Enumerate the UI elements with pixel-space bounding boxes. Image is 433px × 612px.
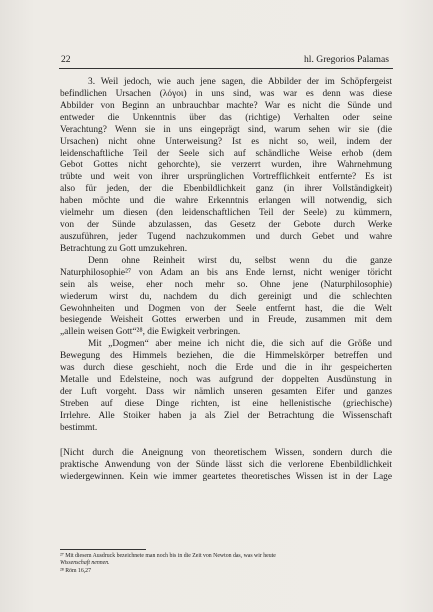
main-text [60, 77, 392, 483]
text-line: vielmehr um diesen (den leidenschaftlichen Teil der Seele) zu kümmern, [60, 208, 392, 219]
paragraph-reinheit [60, 256, 392, 339]
text-line: Bewegung des Himmels beziehen, die die Himmelskörper betreffen und [60, 351, 392, 362]
text-line: wiederum wirst du, nachdem du dich gereinigt und die schlechten [60, 291, 392, 302]
text-line: Metalle und Edelsteine, noch was aufgrund der doppelten Ausdünstung in [60, 375, 392, 386]
text-line: „allein weisen Gott“²⁸, die Ewigkeit verbringen. [60, 327, 241, 338]
text-line: Gewohnheiten und Dogmen von der Seele entfernt hast, die die Welt [60, 303, 392, 314]
text-line: 3. Weil jedoch, wie auch jene sagen, die Abbilder der im Schöpfergeist [88, 77, 392, 87]
text-line: wiedergewinnen. Kein wie immer geartetes theoretisches Wissen ist in der Lage [60, 471, 392, 482]
text-line: was durch diese geschieht, noch die Erde und die in ihr gespeicherten [60, 363, 392, 374]
text-line: bestimmt. [60, 422, 98, 433]
text-line: Gebot Gottes nicht gehorchte), sie verzerrt wurden, ihre Wahrnehmung [60, 160, 392, 171]
text-line: Betrachtung zu Gott umzukehren. [60, 243, 188, 254]
text-line: befindlichen Ursachen (λόγοι) in uns sind, was war es denn was diese [60, 88, 392, 99]
text-line: besiegende Weisheit Gottes erwerben und in Freude, zusammen mit dem [60, 315, 392, 326]
text-line: [Nicht durch die Aneignung von theoretischem Wissen, sondern durch die [60, 447, 392, 458]
footnote-28 [60, 568, 390, 575]
text-line: von der Sünde abzulassen, das Gesetz der Gebote durch Werke [60, 220, 392, 231]
footnote-27 [60, 553, 390, 568]
running-title: hl. Gregorios Palamas [304, 54, 389, 65]
paragraph-3 [60, 77, 392, 256]
text-line: also für jeden, der die Ebenbildlichkeit ganz (in ihrer Vollständigkeit) [60, 184, 392, 195]
text-line: Abbilder von Beginn an unbrauchbar machte? War es nicht die Sünde und [60, 100, 392, 111]
text-line: auszuführen, jeder Tugend nachzukommen und durch Gebet und wahre [60, 231, 392, 242]
text-line: sein als weise, eher noch mehr so. Ohne jene (Naturphilosophie) [60, 279, 392, 290]
text-line: entweder die Unkenntnis über das (richtige) Verhalten oder seine [60, 112, 392, 123]
paragraph-dogmen [60, 339, 392, 434]
footnote-line: ²⁸ Röm 16,27 [60, 567, 91, 574]
running-header [59, 54, 393, 69]
text-line: Streben auf diese Dinge richten, ist eine hellenistische (griechische) [60, 398, 392, 409]
paragraph-summary [60, 448, 392, 484]
footnotes [60, 553, 390, 575]
text-line: Ursachen) nicht ohne Unterweisung? Ist es nicht so, weil, indem der [60, 136, 392, 147]
text-line: leidenschaftliche Teil der Seele sich auf schändliche Weise erhob (dem [60, 148, 392, 159]
text-line: trübte und weit von ihrer ursprünglichen Vortrefflichkeit entfernte? Es ist [60, 172, 392, 183]
text-line: haben möchte und die wahre Erkenntnis erlangen will notwendig, sich [60, 196, 392, 207]
footnote-separator [60, 549, 146, 550]
footnote-line: ²⁷ Mit diesem Ausdruck bezeichnete man noch bis in die Zeit von Newton das, was wir heute [60, 553, 276, 559]
text-line: Mit „Dogmen“ aber meine ich nicht die, die sich auf die Größe und [88, 339, 392, 350]
text-line: Verachtung? Wenn sie in uns eingeprägt sind, warum sehen wir sie (die [60, 124, 392, 135]
text-line: der Luft vorgeht. Dass wir nämlich unseren gesamten Eifer und ganzes [60, 386, 392, 397]
text-line: Irrlehre. Alle Stoiker haben ja als Ziel der Betrachtung die Wissenschaft [60, 410, 392, 421]
text-line: Naturphilosophie²⁷ von Adam an bis ans Ende lernst, nicht weniger töricht [60, 267, 392, 278]
footnote-line: Wissenschaft nennen. [60, 560, 110, 567]
text-line: Denn ohne Reinheit wirst du, selbst wenn du die ganze [88, 255, 392, 266]
page-number: 22 [61, 54, 71, 65]
text-line: praktische Anwendung von der Sünde lässt sich die verlorene Ebenbildlichkeit [60, 459, 392, 470]
